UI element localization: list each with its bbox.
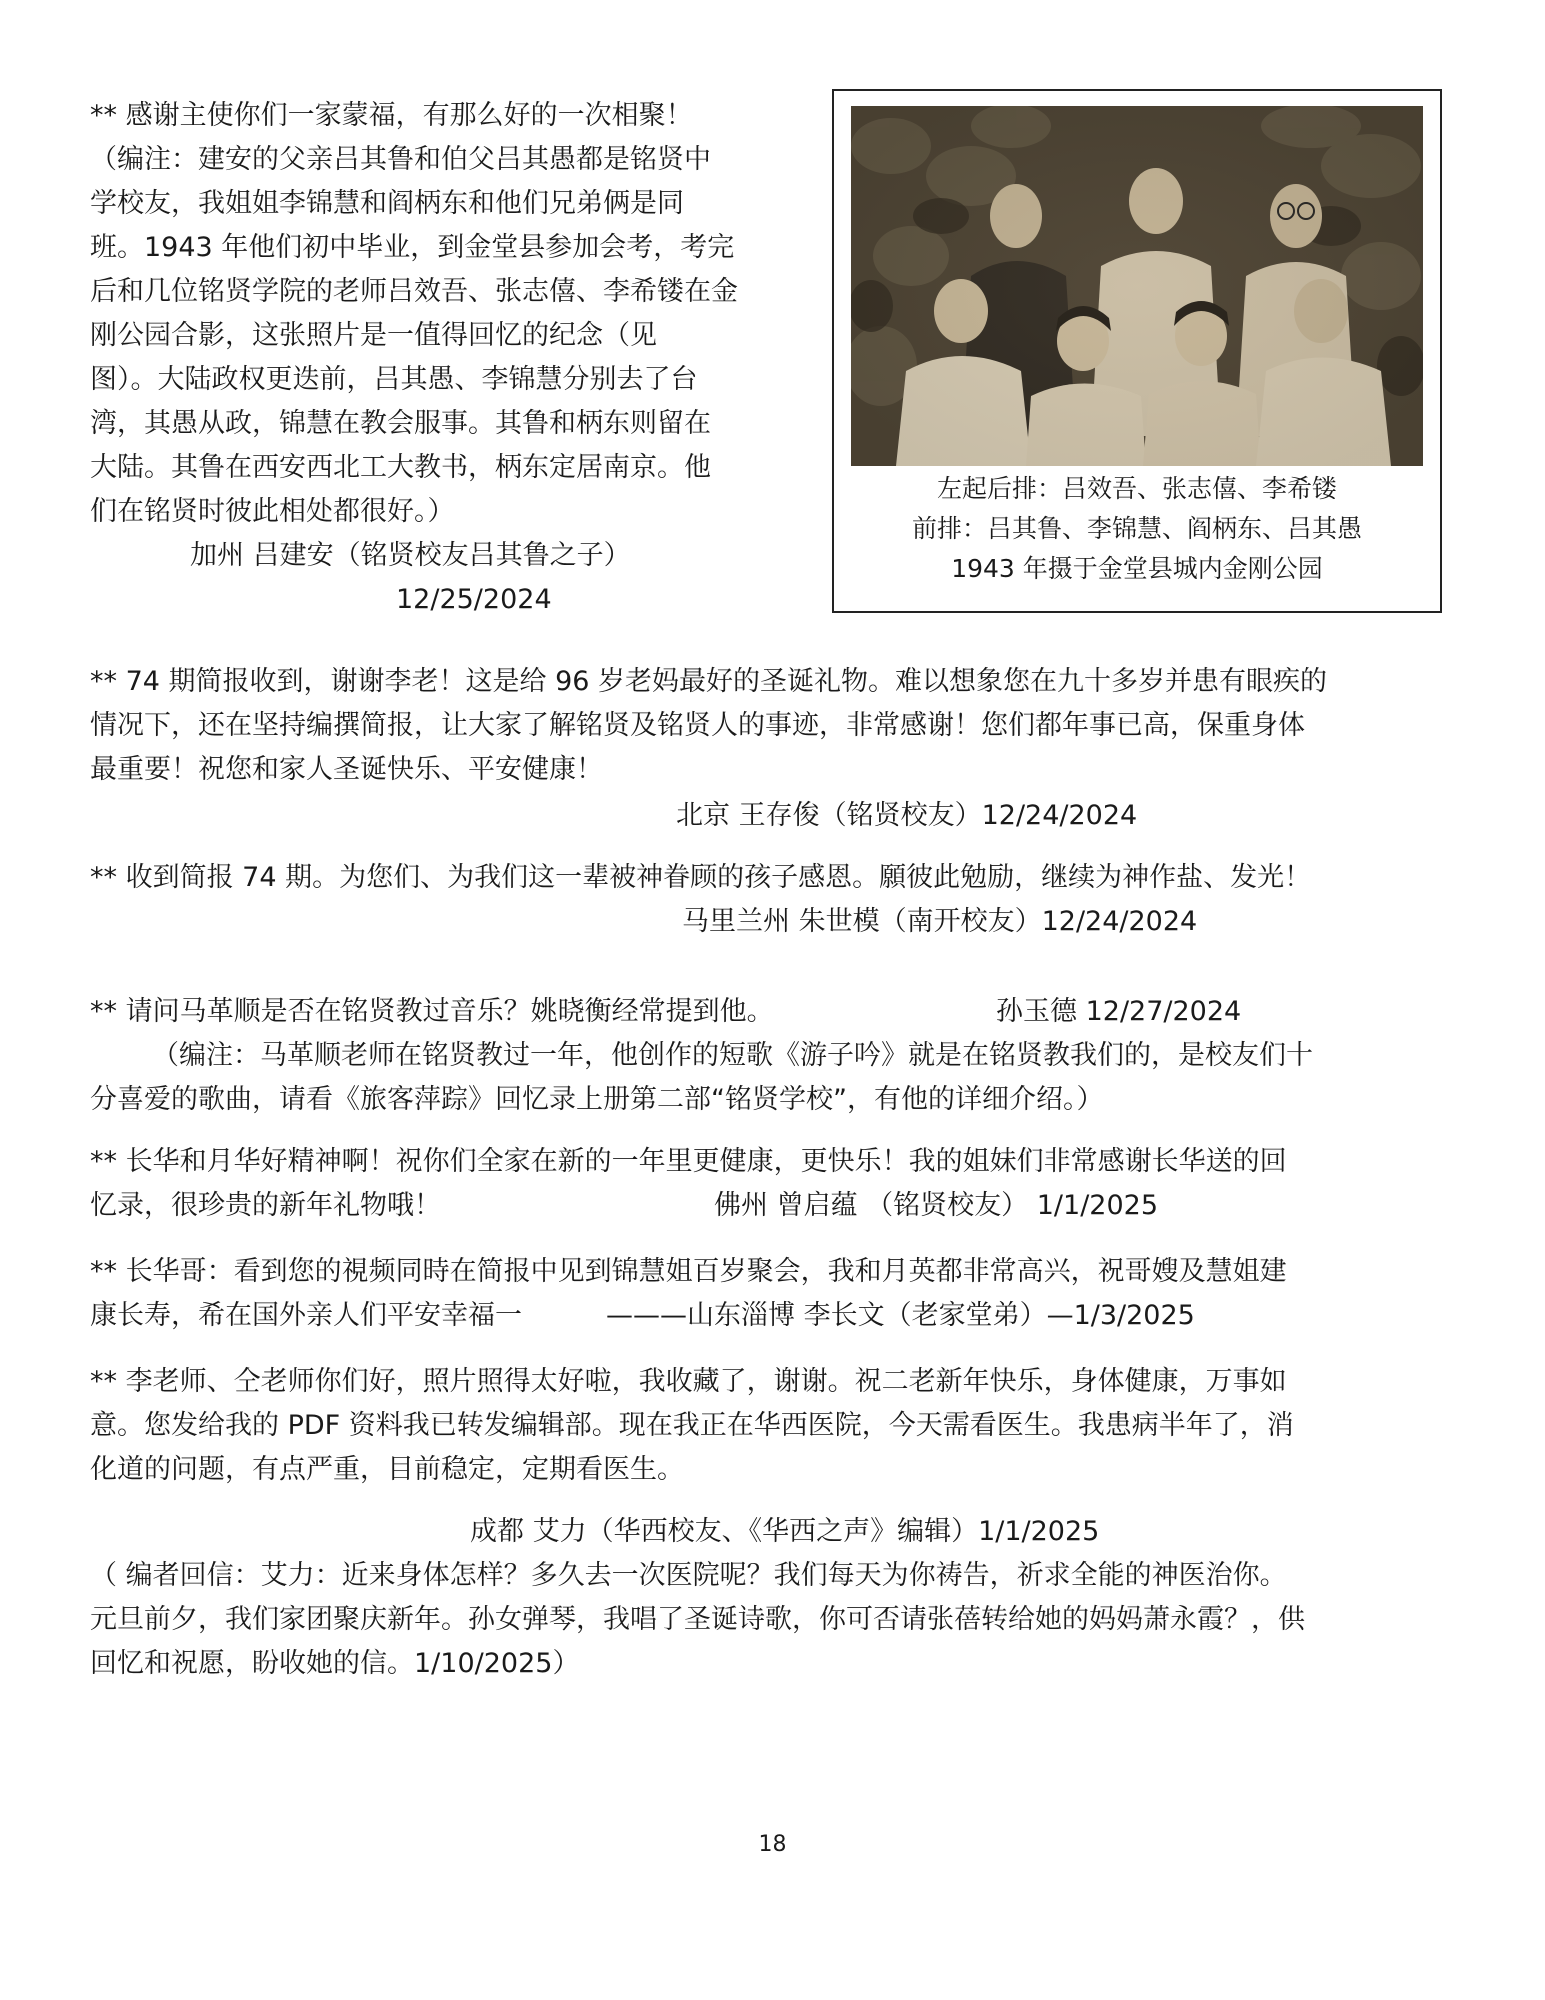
letter7-line: ** 李老师、仝老师你们好，照片照得太好啦，我收藏了，谢谢。祝二老新年快乐，身体健康，万事如 xyxy=(90,1366,1287,1397)
letter5-line: 忆录，很珍贵的新年礼物哦！ xyxy=(90,1190,441,1221)
letter7-line: 意。您发给我的 PDF 资料我已转发编辑部。现在我正在华西医院，今天需看医生。我患病半年了，消 xyxy=(90,1410,1294,1441)
letter6-signature: ———山东淄博 李长文（老家堂弟）—1/3/2025 xyxy=(606,1300,1195,1331)
letter1-line: ** 感谢主使你们一家蒙福，有那么好的一次相聚！ xyxy=(90,100,693,131)
letter2-line: 最重要！祝您和家人圣诞快乐、平安健康！ xyxy=(90,754,603,785)
letter3-text: ** 收到简报 74 期。为您们、为我们这一辈被神眷顾的孩子感恩。願彼此勉励，继续为神作盐、发光！ xyxy=(90,862,1312,893)
letter-ai-li xyxy=(90,1360,1460,1492)
letter2-line: ** 74 期简报收到，谢谢李老！这是给 96 岁老妈最好的圣诞礼物。难以想象您在九十多岁并患有眼疾的 xyxy=(90,666,1328,697)
letter7-reply-line: 回忆和祝愿，盼收她的信。1/10/2025） xyxy=(90,1648,580,1679)
letter7-reply-line: （ 编者回信：艾力：近来身体怎样？多久去一次医院呢？我们每天为你祷告，祈求全能的神医治你。 xyxy=(90,1560,1287,1591)
letter-wang-cunjun xyxy=(90,660,1460,792)
letter1-line: 班。1943 年他们初中毕业，到金堂县参加会考，考完 xyxy=(90,232,735,263)
photo-caption-front-row: 前排：吕其鲁、李锦慧、阎柄东、吕其愚 xyxy=(911,514,1362,543)
letter5-signature: 佛州 曾启蕴 （铭贤校友） 1/1/2025 xyxy=(714,1190,1159,1221)
letter1-date: 12/25/2024 xyxy=(396,584,552,615)
letter4-signature: 孙玉德 12/27/2024 xyxy=(996,996,1242,1027)
letter1-line: 们在铭贤时彼此相处都很好。） xyxy=(90,496,455,527)
letter6-line: 康长寿，希在国外亲人们平安幸福一 xyxy=(90,1300,522,1331)
group-photo-1943 xyxy=(851,106,1423,466)
letter4-note-line: （编注：马革顺老师在铭贤教过一年，他创作的短歌《游子吟》就是在铭贤教我们的，是校友们十 xyxy=(152,1040,1313,1071)
letter1-line: 后和几位铭贤学院的老师吕效吾、张志僖、李希镂在金 xyxy=(90,276,738,307)
letter1-line: 学校友，我姐姐李锦慧和阎柄东和他们兄弟俩是同 xyxy=(90,188,684,219)
letter7-signature: 成都 艾力（华西校友、《华西之声》编辑）1/1/2025 xyxy=(470,1516,1100,1547)
photo-caption-back-row: 左起后排：吕效吾、张志僖、李希镂 xyxy=(936,474,1337,503)
letter4-text: ** 请问马革顺是否在铭贤教过音乐？姚晓衡经常提到他。 xyxy=(90,996,774,1027)
letter2-signature: 北京 王存俊（铭贤校友）12/24/2024 xyxy=(676,800,1138,831)
letter1-signature: 加州 吕建安（铭贤校友吕其鲁之子） xyxy=(190,540,631,571)
letter-lu-jianan xyxy=(90,94,810,534)
letter7-editor-reply xyxy=(90,1554,1460,1686)
letter4-note-line: 分喜爱的歌曲，请看《旅客萍踪》回忆录上册第二部“铭贤学校”，有他的详细介绍。） xyxy=(90,1084,1104,1115)
letter1-line: 刚公园合影，这张照片是一值得回忆的纪念（见 xyxy=(90,320,657,351)
page-number: 18 xyxy=(758,1832,787,1857)
photo-frame xyxy=(832,89,1442,613)
letter5-line: ** 长华和月华好精神啊！祝你们全家在新的一年里更健康，更快乐！我的姐妹们非常感谢长华送的回 xyxy=(90,1146,1287,1177)
letter1-line: 湾，其愚从政，锦慧在教会服事。其鲁和柄东则留在 xyxy=(90,408,711,439)
letter1-line: （编注：建安的父亲吕其鲁和伯父吕其愚都是铭贤中 xyxy=(90,144,711,175)
letter7-reply-line: 元旦前夕，我们家团聚庆新年。孙女弹琴，我唱了圣诞诗歌，你可否请张蓓转给她的妈妈萧永霞？，供 xyxy=(90,1604,1305,1635)
letter4-editor-note xyxy=(90,1034,1460,1122)
letter1-line: 大陆。其鲁在西安西北工大教书，柄东定居南京。他 xyxy=(90,452,711,483)
letter2-line: 情况下，还在坚持编撰简报，让大家了解铭贤及铭贤人的事迹，非常感谢！您们都年事已高，保重身体 xyxy=(90,710,1305,741)
letter-zhu-shimo xyxy=(90,856,1460,900)
letter6-line: ** 长华哥：看到您的視频同時在简报中见到锦慧姐百岁聚会，我和月英都非常高兴，祝哥嫂及慧姐建 xyxy=(90,1256,1287,1287)
letter7-line: 化道的问题，有点严重，目前稳定，定期看医生。 xyxy=(90,1454,684,1485)
letter1-line: 图）。大陆政权更迭前，吕其愚、李锦慧分别去了台 xyxy=(90,364,698,395)
photo-caption-place: 1943 年摄于金堂县城内金刚公园 xyxy=(951,554,1323,583)
letter-sun-yude xyxy=(90,990,1460,1034)
letter3-signature: 马里兰州 朱世模（南开校友）12/24/2024 xyxy=(682,906,1198,937)
